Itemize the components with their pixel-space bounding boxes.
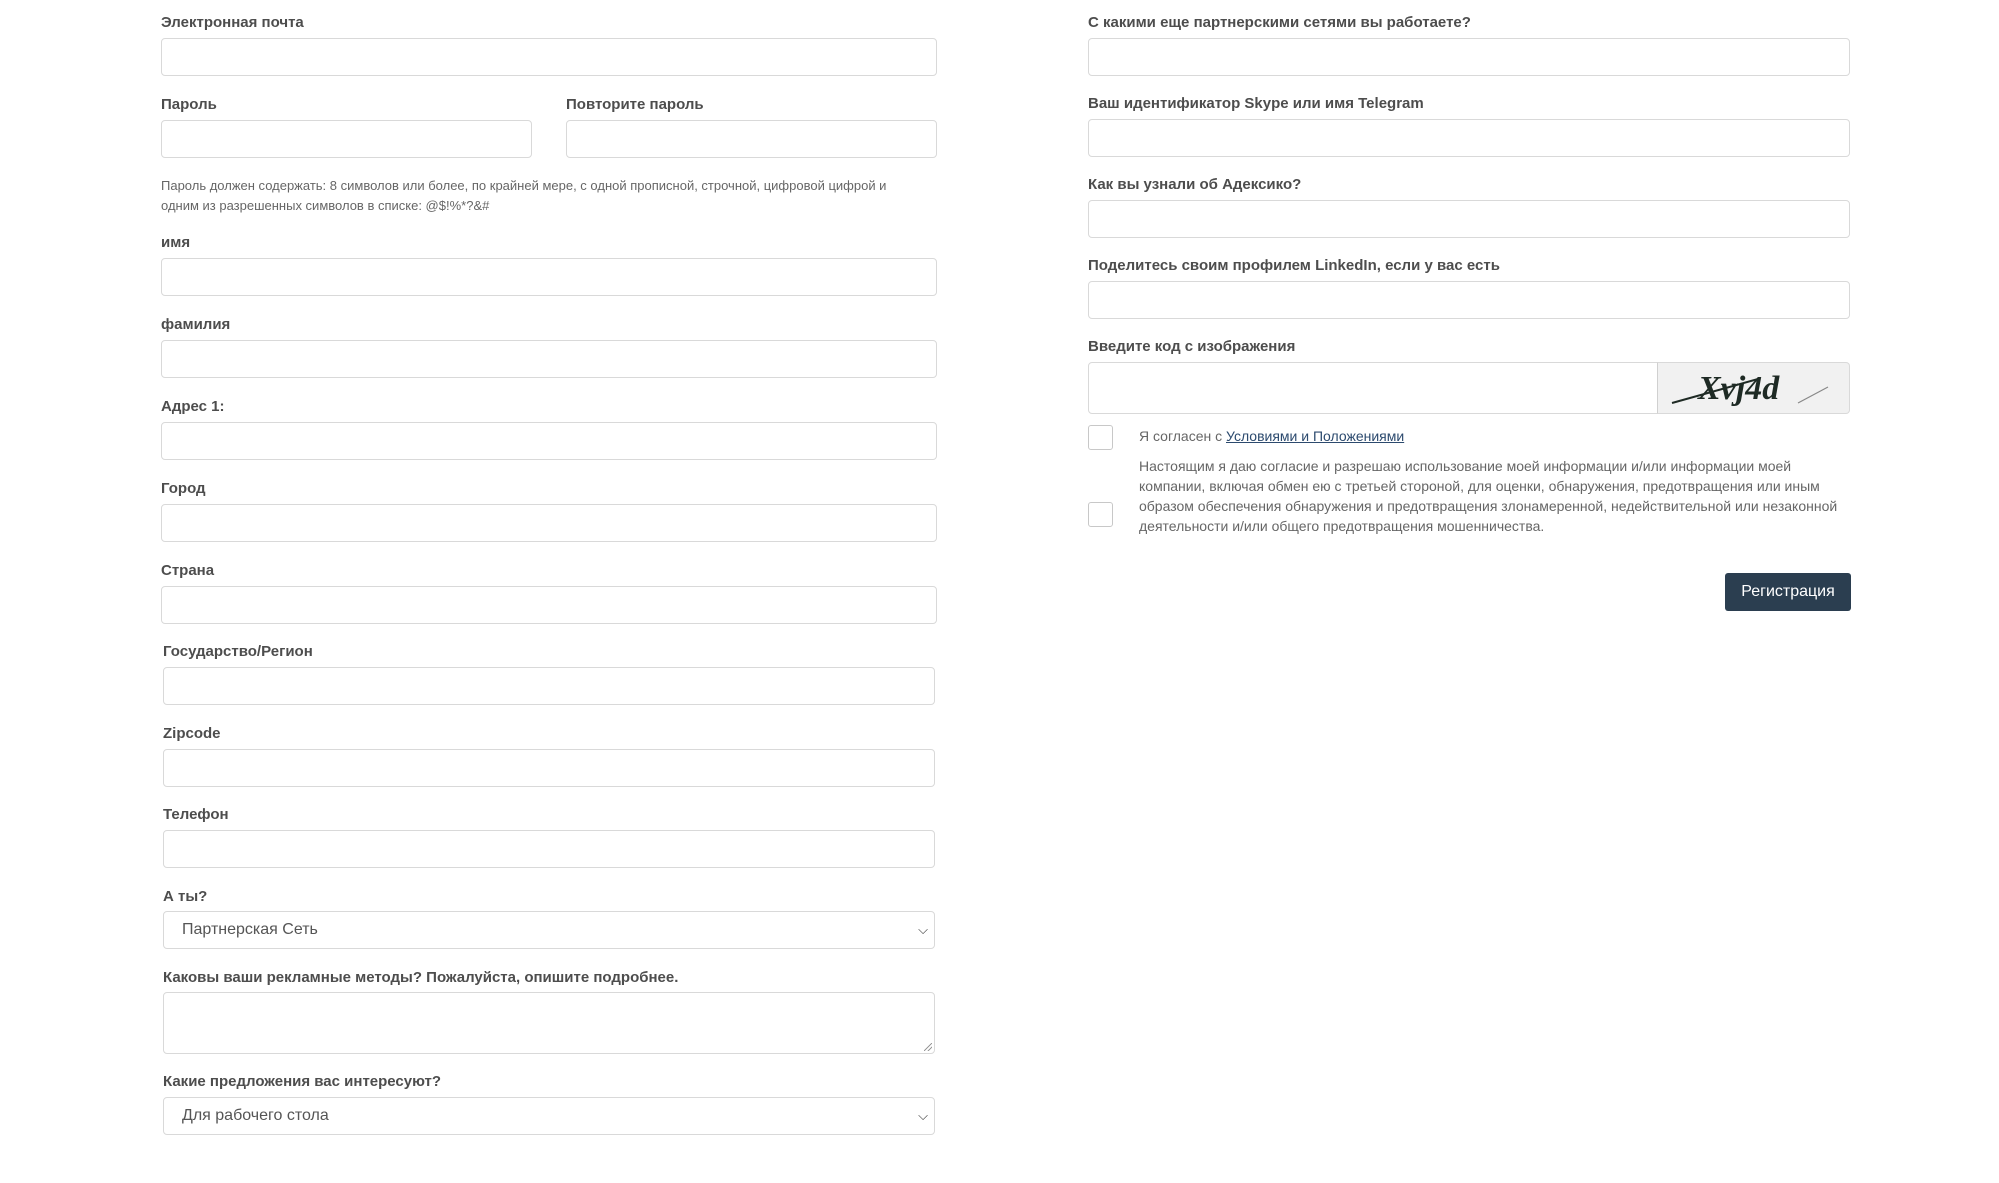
zipcode-input[interactable]: [163, 749, 935, 787]
repeat-password-input[interactable]: [566, 120, 937, 158]
address-input[interactable]: [161, 422, 937, 460]
skype-input[interactable]: [1088, 119, 1850, 157]
country-label: Страна: [161, 562, 215, 579]
last-name-label: фамилия: [161, 316, 231, 333]
you-are-label: А ты?: [163, 888, 208, 905]
networks-label: С какими еще партнерскими сетями вы работаете?: [1088, 14, 1471, 31]
register-button[interactable]: Регистрация: [1725, 573, 1851, 611]
password-label: Пароль: [161, 96, 217, 113]
phone-input[interactable]: [163, 830, 935, 868]
you-are-select[interactable]: [163, 911, 935, 949]
country-input[interactable]: [161, 586, 937, 624]
offers-value: Для рабочего стола: [182, 1107, 329, 1124]
chevron-down-icon: ⌵: [918, 1108, 928, 1123]
state-label: Государство/Регион: [163, 643, 313, 660]
zipcode-label: Zipcode: [163, 725, 221, 742]
first-name-label: имя: [161, 234, 191, 251]
email-label: Электронная почта: [161, 14, 304, 31]
skype-label: Ваш идентификатор Skype или имя Telegram: [1088, 95, 1424, 112]
agree-terms-checkbox[interactable]: [1088, 425, 1113, 450]
offers-label: Какие предложения вас интересуют?: [163, 1073, 442, 1090]
source-input[interactable]: [1088, 200, 1850, 238]
city-input[interactable]: [161, 504, 937, 542]
agree-prefix: Я согласен с: [1139, 428, 1226, 444]
linkedin-label: Поделитесь своим профилем LinkedIn, если у вас есть: [1088, 257, 1500, 274]
source-label: Как вы узнали об Адексико?: [1088, 176, 1302, 193]
address-label: Адрес 1:: [161, 398, 225, 415]
chevron-down-icon: ⌵: [918, 922, 928, 937]
city-label: Город: [161, 480, 206, 497]
last-name-input[interactable]: [161, 340, 937, 378]
ad-methods-label: Каковы ваши рекламные методы? Пожалуйста, опишите подробнее.: [163, 969, 679, 986]
password-input[interactable]: [161, 120, 532, 158]
offers-select[interactable]: [163, 1097, 935, 1135]
networks-input[interactable]: [1088, 38, 1850, 76]
password-hint: Пароль должен содержать: 8 символов или более, по крайней мере, с одной прописной, строчной, цифровой цифрой и одним из разрешенных символов в списке: @$!%*?&#: [161, 178, 887, 213]
state-input[interactable]: [163, 667, 935, 705]
you-are-value: Партнерская Сеть: [182, 921, 318, 938]
captcha-image: [1657, 362, 1850, 414]
repeat-password-label: Повторите пароль: [566, 96, 704, 113]
email-input[interactable]: [161, 38, 937, 76]
ad-methods-textarea[interactable]: [163, 992, 935, 1054]
resize-grip-icon[interactable]: [924, 1043, 932, 1051]
phone-label: Телефон: [163, 806, 229, 823]
agree-terms-text: [1139, 428, 1404, 444]
consent-checkbox[interactable]: [1088, 502, 1113, 527]
terms-link[interactable]: Условиями и Положениями: [1226, 428, 1405, 444]
captcha-label: Введите код с изображения: [1088, 338, 1296, 355]
consent-text: Настоящим я даю согласие и разрешаю использование моей информации и/или информации моей компании, включая обмен ею с третьей стороной, для оценки, обнаружения, предотвращения или иным образом обеспечения обнаружения и предотвращения злонамеренной, недействительной или незаконной деятельности и/или общего предотвращения мошенничества.: [1139, 458, 1838, 534]
first-name-input[interactable]: [161, 258, 937, 296]
captcha-text: Xvj4d: [1698, 370, 1780, 407]
captcha-input[interactable]: [1088, 362, 1658, 414]
linkedin-input[interactable]: [1088, 281, 1850, 319]
